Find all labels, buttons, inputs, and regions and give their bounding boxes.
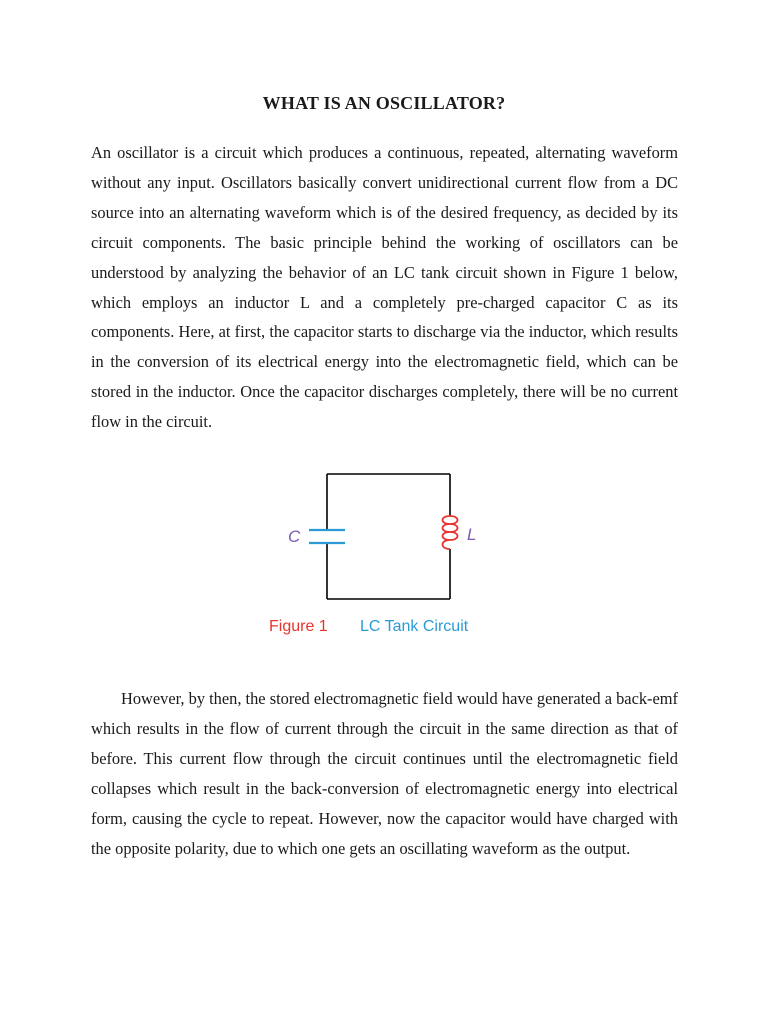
figure-caption-text: LC Tank Circuit (360, 618, 469, 635)
figure-number-label: Figure 1 (269, 618, 328, 635)
page-title: WHAT IS AN OSCILLATOR? (262, 93, 506, 113)
capacitor-symbol (309, 530, 345, 543)
inductor-symbol (443, 516, 458, 549)
capacitor-label: C (288, 527, 301, 546)
inductor-coil (443, 516, 458, 549)
inductor-label: L (467, 525, 477, 544)
paragraph-continuation: However, by then, the stored electromagnetic field would have generated a back-emf which results in the flow of current through the circuit in the same direction as that of before. This current flow through the circuit continues until the electromagnetic field collapses which result in the back-conversion of electromagnetic energy into electrical form, causing the cycle to repeat. However, now the capacitor would have charged with the opposite polarity, due to which one gets an oscillating waveform as the output. (91, 689, 678, 858)
paragraph-intro: An oscillator is a circuit which produces a continuous, repeated, alternating waveform without any input. Oscillators basically convert unidirectional current flow from a DC source into an alternating waveform which is of the desired frequency, as decided by its circuit components. The basic principle behind the working of oscillators can be understood by analyzing the behavior of an LC tank circuit shown in Figure 1 below, which employs an inductor L and a completely pre-charged capacitor C as its components. Here, at first, the capacitor starts to discharge via the inductor, which results in the conversion of its electrical energy into the electromagnetic field, which can be stored in the inductor. Once the capacitor discharges completely, there will be no current flow in the circuit. (91, 143, 678, 432)
circuit-wires (327, 474, 450, 599)
